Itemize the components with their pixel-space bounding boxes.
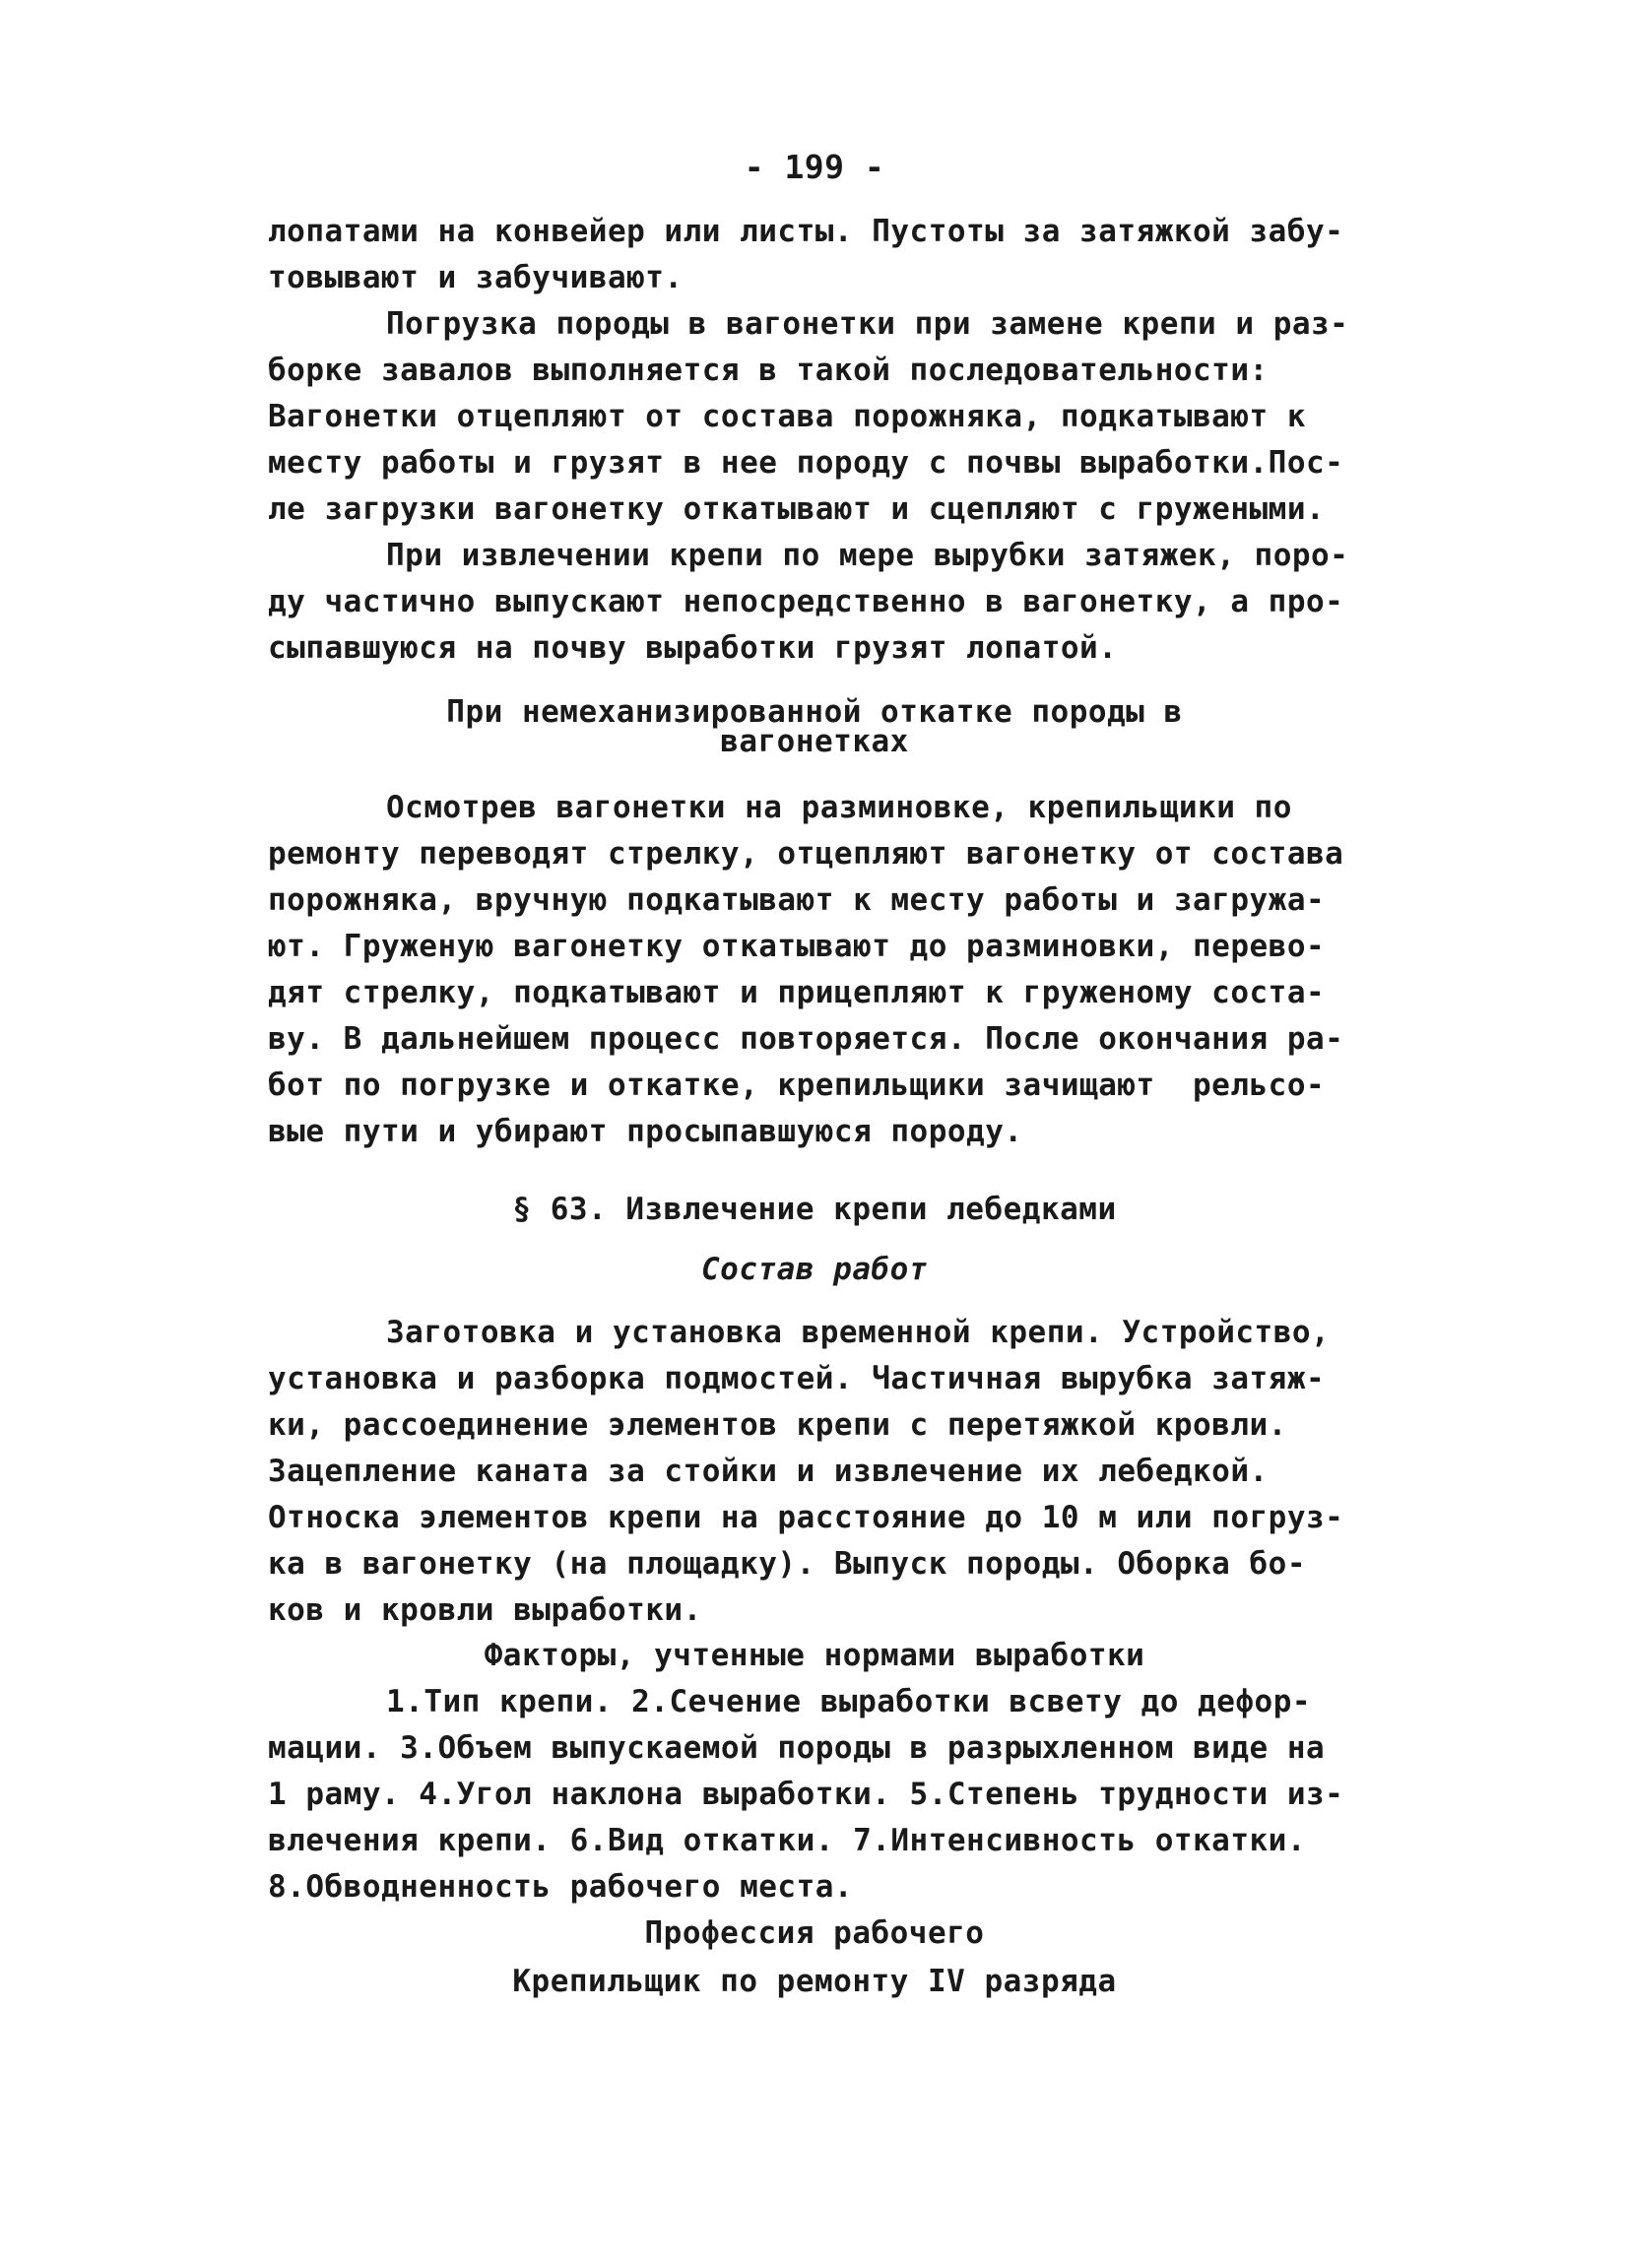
- text-line: дят стрелку, подкатывают и прицепляют к груженому соста-: [268, 975, 1326, 1010]
- text-line: Погрузка породы в вагонетки при замене крепи и раз-: [386, 306, 1349, 342]
- profession-heading: Профессия рабочего: [644, 1915, 985, 1951]
- paragraph-3: [268, 533, 1361, 672]
- text-line: лопатами на конвейер или листы. Пустоты за затяжкой забу-: [268, 214, 1344, 249]
- text-line: ле загрузки вагонетку откатывают и сцепляют с гружеными.: [268, 491, 1326, 527]
- subheading-manual-haulage: [268, 694, 1361, 759]
- text-line: 1.Тип крепи. 2.Сечение выработки всвету до дефор-: [386, 1684, 1312, 1719]
- section-heading: § 63. Извлечение крепи лебедками: [512, 1192, 1117, 1227]
- text-line: ки, рассоединение элементов крепи с перетяжкой кровли.: [268, 1407, 1287, 1443]
- paragraph-1: [268, 209, 1361, 301]
- text-line: борке завалов выполняется в такой последовательности:: [268, 353, 1269, 388]
- composition-heading: Состав работ: [701, 1252, 928, 1287]
- text-line: товывают и забучивают.: [268, 260, 684, 295]
- subheading-line: При немеханизированной откатке породы в: [446, 694, 1183, 730]
- profession-value: [268, 1959, 1361, 2005]
- factors-title: [268, 1633, 1361, 1679]
- paragraph-2: [268, 301, 1361, 533]
- text-line: 1 раму. 4.Угол наклона выработки. 5.Степень трудности из-: [268, 1777, 1344, 1812]
- text-line: Вагонетки отцепляют от состава порожняка, подкатывают к: [268, 399, 1306, 434]
- section-title: [268, 1187, 1361, 1233]
- paragraph-6: [268, 1679, 1361, 1911]
- paragraph-5: [268, 1310, 1361, 1634]
- text-line: вые пути и убирают просыпавшуюся породу.: [268, 1114, 1023, 1149]
- text-line: сыпавшуюся на почву выработки грузят лопатой.: [268, 630, 1118, 666]
- profession-title: [268, 1911, 1361, 1957]
- text-line: ду частично выпускают непосредственно в вагонетку, а про-: [268, 584, 1344, 619]
- text-line: ка в вагонетку (на площадку). Выпуск породы. Оборка бо-: [268, 1546, 1306, 1582]
- text-line: При извлечении крепи по мере вырубки затяжек, поро-: [386, 538, 1349, 573]
- factors-heading: Факторы, учтенные нормами выработки: [484, 1638, 1145, 1673]
- text-line: ков и кровли выработки.: [268, 1592, 702, 1628]
- text-line: ют. Груженую вагонетку откатывают до разминовки, перево-: [268, 929, 1326, 964]
- text-line: бот по погрузке и откатке, крепильщики зачищают рельсо-: [268, 1068, 1326, 1103]
- text-line: Заготовка и установка временной крепи. Устройство,: [386, 1315, 1331, 1350]
- subheading-line: вагонетках: [720, 724, 909, 759]
- text-line: Осмотрев вагонетки на разминовке, крепильщики по: [386, 790, 1292, 825]
- text-line: ву. В дальнейшем процесс повторяется. После окончания ра-: [268, 1021, 1344, 1057]
- text-line: месту работы и грузят в нее породу с почвы выработки.Пос-: [268, 445, 1344, 481]
- text-line: Относка элементов крепи на расстояние до 10 м или погруз-: [268, 1500, 1344, 1535]
- text-line: ремонту переводят стрелку, отцепляют вагонетку от состава: [268, 836, 1344, 872]
- text-line: 8.Обводненность рабочего места.: [268, 1869, 854, 1905]
- page-number: - 199 -: [744, 148, 885, 186]
- text-line: мации. 3.Объем выпускаемой породы в разрыхленном виде на: [268, 1730, 1326, 1766]
- composition-title: [268, 1247, 1361, 1293]
- profession-text: Крепильщик по ремонту IV разряда: [512, 1964, 1117, 1999]
- text-line: Зацепление каната за стойки и извлечение их лебедкой.: [268, 1454, 1269, 1489]
- text-line: влечения крепи. 6.Вид откатки. 7.Интенсивность откатки.: [268, 1823, 1306, 1858]
- paragraph-4: [268, 785, 1361, 1155]
- text-line: порожняка, вручную подкатывают к месту работы и загружа-: [268, 882, 1326, 918]
- text-line: установка и разборка подмостей. Частичная вырубка затяж-: [268, 1361, 1326, 1396]
